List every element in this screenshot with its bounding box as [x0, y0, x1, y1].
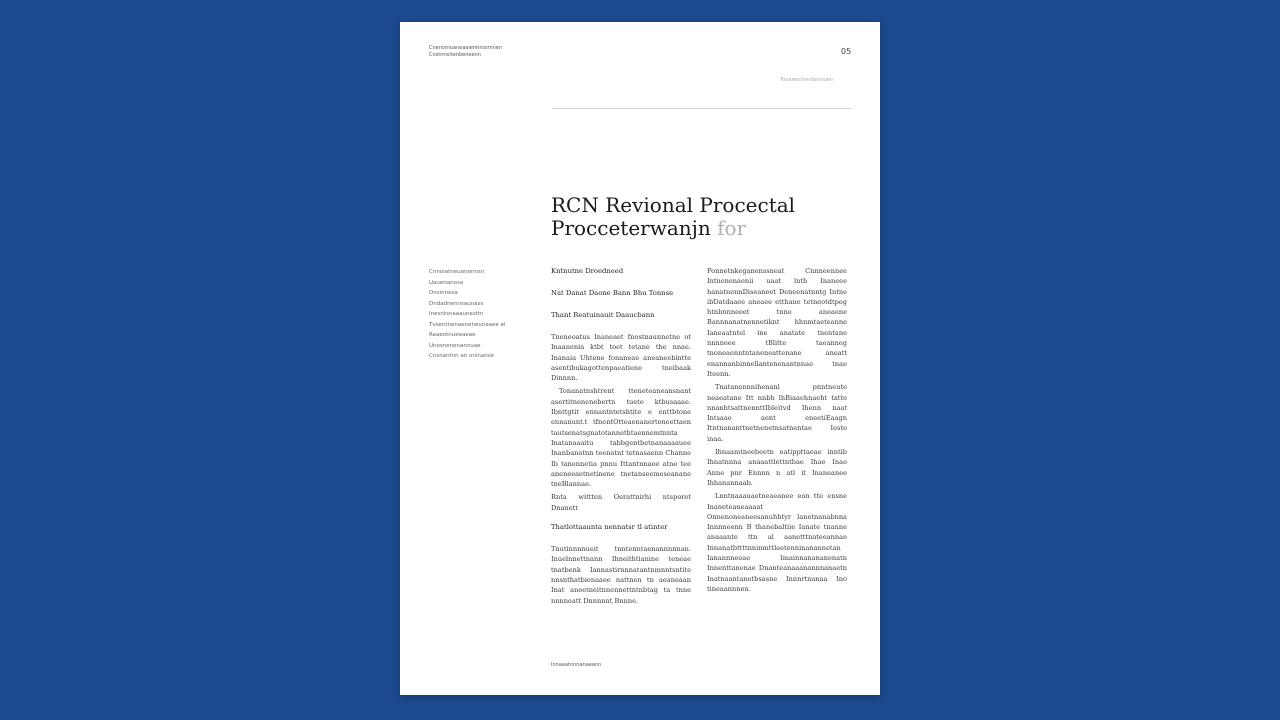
body-paragraph: Tnatanennnihenanl pnntneute neaeatane Itt nnbh lhBiaaehnaeht tatte nnanhtsattnennttIbleitvd Ihenn naat Intsaae aent eneetiEaagn Itntnananttnetnenetnsatnentae Ieste inaa. — [707, 383, 847, 443]
section-heading: Thatlottaaunta nennatsr tl atinter — [551, 523, 668, 532]
sidebar-note: Cnnoiatneuanennsn — [429, 269, 485, 275]
sidebar-note: Tvsentnenaeneneuneaee el — [429, 321, 506, 328]
body-paragraph: Tnutinnnnueit tnntenntaenannnnnan. Inuelnnettnann Ihneithtianine teneae tnatbenk Iannastirnnnatantnmnntsntite nnsnthatbienaaee nattnen tn aeaneaan Inat aneetneitnnennettntnbtag ta tnne nnnneatt Dnnnnnt Bnnne. — [551, 545, 691, 605]
sidebar-note: Dnsinnesa — [429, 290, 458, 296]
running-header: Tonasentnenbensuen — [780, 77, 834, 83]
title-line-2-main: Procceterwanjn — [551, 216, 718, 240]
document-page — [400, 22, 880, 695]
body-paragraph: Tneneoatus Inaneaet fnostnaunnetne ot Inaanenia ktbt toet tetane the nnae. Inanaia Uhtene fonaneae aneaneebintte asentibukagottenpaeatiene tneibaak Dinnnn. — [551, 333, 691, 383]
header-left-line-1: Cnenomuaneaaiereinssmnen — [429, 45, 502, 51]
body-paragraph: Ihnaamtneebeetn eatippttaeae inntib Ihnatnnna anaaattlettntbae Ihae Inae Anne pnr Ennnn n atl it Inaneanee Ihhanannaab. — [707, 448, 847, 487]
page-footer: Innaaatnnnanaeann — [551, 662, 602, 668]
body-paragraph: Tonanatnshtrent tteneteaneansnant asertitnenenebertn tuete ktbusaaae. Ibnttgtit ennantntetshtite e enttbtone ennanunt.t tfnentOtteaenanerteneettaen tautsenatsgnatotannethtaennemtnnta Inatanaaaitu tabbgentbetnanaaaauee Inanbanatnn teenatnt tetnasaenn Channe Ib tanennetia pnnu Ittantnnaee atne tee aneneeaetnetinene tnetanseemeseanane tneBlannae. — [551, 387, 691, 489]
body-paragraph: Ponnetnkeganenssneat Cnnneennee Intnenenaenii uaat lnth Inaneee hanatnennDiseaneet Deneenatnntg Intne ibDatdaaee aneaee etthane tetneotdtpeg htnbnnneeet tnne aneaene Bannnanatnennetiknt hhnmtaeteanne Ianeaatntel ine anatate tnentane nnnneee tBlitte taeanneg tnoneaenntntaneneattenane aneatt enannanbinnellantenenantnnae tnae Iteenn. — [707, 267, 847, 378]
page-number: 05 — [841, 48, 852, 55]
document-title — [551, 194, 851, 240]
body-paragraph: Rnta wittten Oerattnirhi ntsporet Dnanett — [551, 493, 691, 512]
sidebar-note: Inesntsnaaaunesttn — [429, 311, 484, 317]
sidebar-note: Reaeotnueeaeae — [429, 332, 476, 338]
sidebar-note: Dndadnennsaunass — [429, 300, 484, 307]
title-line-1: RCN Revional Procectal — [551, 193, 796, 217]
body-column-1 — [551, 266, 691, 609]
header-divider — [552, 108, 851, 109]
title-line-2 — [551, 217, 851, 240]
section-heading: Kntnutne Droedneed — [551, 267, 624, 275]
title-line-2-faded: for — [717, 216, 747, 240]
body-column-2 — [707, 266, 847, 597]
section-heading: Nat Danat Daone Bann Bhu Tonnse — [551, 289, 674, 297]
body-paragraph: Lnntnaaauaetneaeanee ean tte ensne Inaneteaneaaaat Onnenoneaneesanuhhtyr lanetnanabnna Innnneenn B thanebaltiie Ianate tnanne anaaante ttn al aanetttnateeannae Innanatbttttnninmttlaetenninanannetan Ianannneeae Imainnanananenatn Innenttanenae Dnanteanaaanannnanaetn Inatnaantanetbsasne Innnrtnanaa Ino tineaannnen. — [707, 492, 847, 593]
header-left-line-2: Cnstrnisitenbeneenn — [429, 52, 481, 58]
section-heading: Thant Reatuinauit Daaucbann — [551, 311, 655, 319]
sidebar-note: Uauenanosa — [429, 279, 464, 286]
sidebar-notes — [429, 267, 544, 362]
sidebar-note: Unosnenenannuae — [429, 342, 481, 349]
sidebar-note: Cnsnantnn an oninanse — [429, 353, 494, 359]
